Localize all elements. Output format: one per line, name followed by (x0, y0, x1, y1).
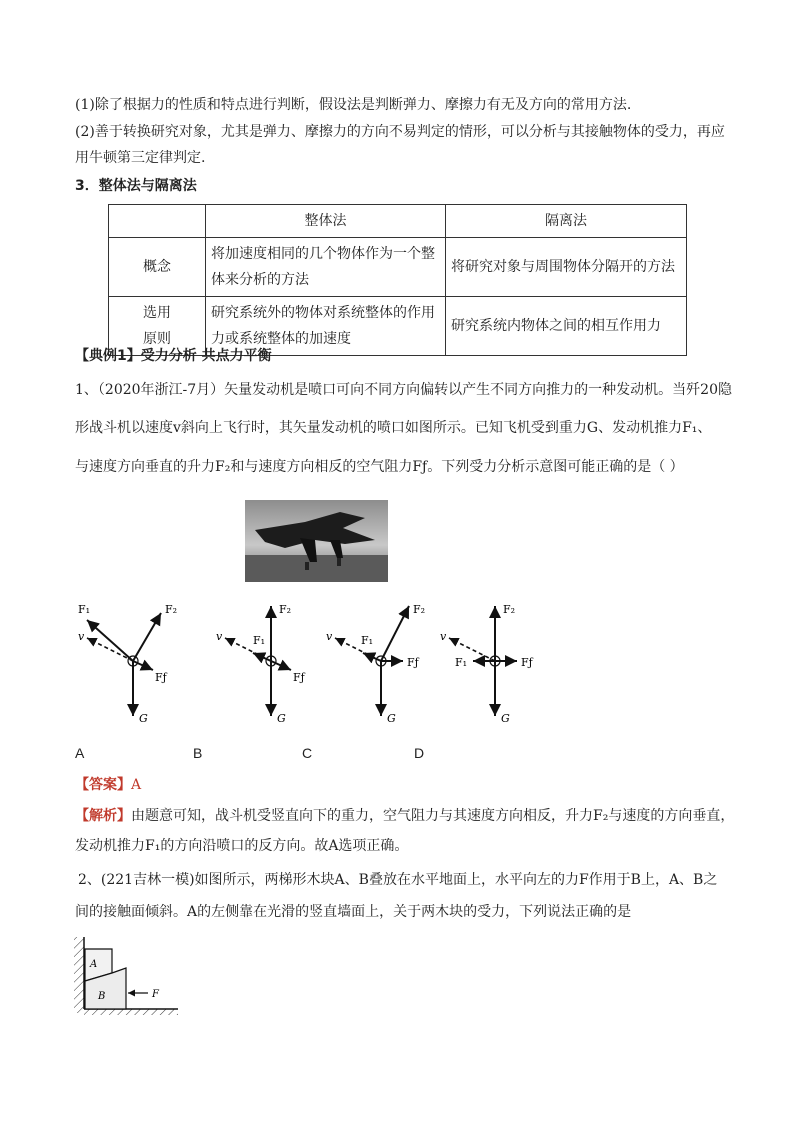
svg-text:F₁: F₁ (361, 634, 374, 647)
block-a-label: A (90, 959, 98, 970)
cell-principle-whole: 研究系统外的物体对系统整体的作用 力或系统整体的加速度 (206, 297, 446, 356)
header-isolation: 隔离法 (446, 205, 687, 238)
comparison-table (108, 204, 687, 356)
label-f2: F₂ (165, 603, 178, 616)
diagram-option-d (437, 598, 552, 730)
analysis-tag: 【解析】 (75, 808, 131, 824)
label-ff: Fƒ (155, 671, 167, 684)
diagram-option-c (323, 598, 438, 730)
svg-text:v: v (216, 630, 223, 643)
diagram-option-a (75, 598, 190, 730)
option-a-label: A (75, 745, 85, 761)
cell-concept-isolation: 将研究对象与周围物体分隔开的方法 (446, 238, 687, 297)
row-concept-head: 概念 (109, 238, 206, 297)
answer-value: A (131, 777, 142, 793)
header-whole: 整体法 (206, 205, 446, 238)
q2-line2: 间的接触面倾斜。A的左侧靠在光滑的竖直墙面上，关于两木块的受力，下列说法正确的是 (75, 904, 632, 920)
svg-text:G: G (501, 712, 510, 725)
svg-text:F₂: F₂ (503, 603, 516, 616)
label-g: G (139, 712, 148, 725)
block-b-label: B (98, 991, 106, 1002)
method-note-2b: 用牛顿第三定律判定. (75, 150, 206, 166)
cell-principle-isolation: 研究系统内物体之间的相互作用力 (446, 297, 687, 356)
label-f1: F₁ (78, 603, 91, 616)
svg-text:v: v (440, 630, 447, 643)
table-corner (109, 205, 206, 238)
option-c-label: C (302, 745, 313, 761)
svg-text:F₂: F₂ (279, 603, 292, 616)
option-b-label: B (193, 745, 203, 761)
analysis-line2: 发动机推力F₁的方向沿喷口的反方向。故A选项正确。 (75, 838, 409, 854)
force-f-label: F (152, 989, 159, 1000)
row-principle-head: 选用 原则 (109, 297, 206, 356)
answer-tag: 【答案】 (75, 777, 131, 793)
cell-concept-whole: 将加速度相同的几个物体作为一个整 体来分析的方法 (206, 238, 446, 297)
section-heading: 3．整体法与隔离法 (75, 178, 197, 194)
svg-text:Fƒ: Fƒ (521, 656, 533, 669)
fighter-jet-photo (245, 500, 388, 582)
method-note-2a: (2)善于转换研究对象，尤其是弹力、摩擦力的方向不易判定的情形，可以分析与其接触物体的受力，再应 (75, 124, 725, 140)
option-d-label: D (414, 745, 425, 761)
q1-line1: 1、（2020年浙江-7月）矢量发动机是喷口可向不同方向偏转以产生不同方向推力的一种发动机。当歼20隐 (75, 382, 732, 398)
svg-text:G: G (277, 712, 286, 725)
answer-line (75, 775, 141, 795)
svg-text:F₂: F₂ (413, 603, 426, 616)
svg-text:F₁: F₁ (253, 634, 266, 647)
q1-line3: 与速度方向垂直的升力F₂和与速度方向相反的空气阻力Fƒ。下列受力分析示意图可能正确的是（ ） (75, 459, 684, 475)
example-title: 【典例1】受力分析 共点力平衡 (75, 348, 272, 364)
method-note-1: (1)除了根据力的性质和特点进行判断，假设法是判断弹力、摩擦力有无及方向的常用方法. (75, 97, 632, 113)
blocks-diagram (70, 935, 182, 1017)
svg-text:F₁: F₁ (455, 656, 468, 669)
analysis-line1: 【解析】由题意可知，战斗机受竖直向下的重力，空气阻力与其速度方向相反，升力F₂与速度的方向垂直， (75, 808, 735, 824)
q1-line2: 形战斗机以速度v斜向上飞行时，其矢量发动机的喷口如图所示。已知飞机受到重力G、发动机推力F₁、 (75, 420, 712, 436)
diagram-option-b (213, 598, 328, 730)
svg-text:G: G (387, 712, 396, 725)
label-v: v (78, 630, 85, 643)
svg-text:v: v (326, 630, 333, 643)
svg-text:Fƒ: Fƒ (293, 671, 305, 684)
svg-text:Fƒ: Fƒ (407, 656, 419, 669)
q2-line1: 2、(221吉林一模)如图所示，两梯形木块A、B叠放在水平地面上，水平向左的力F作用于B上，A、B之 (78, 872, 718, 888)
